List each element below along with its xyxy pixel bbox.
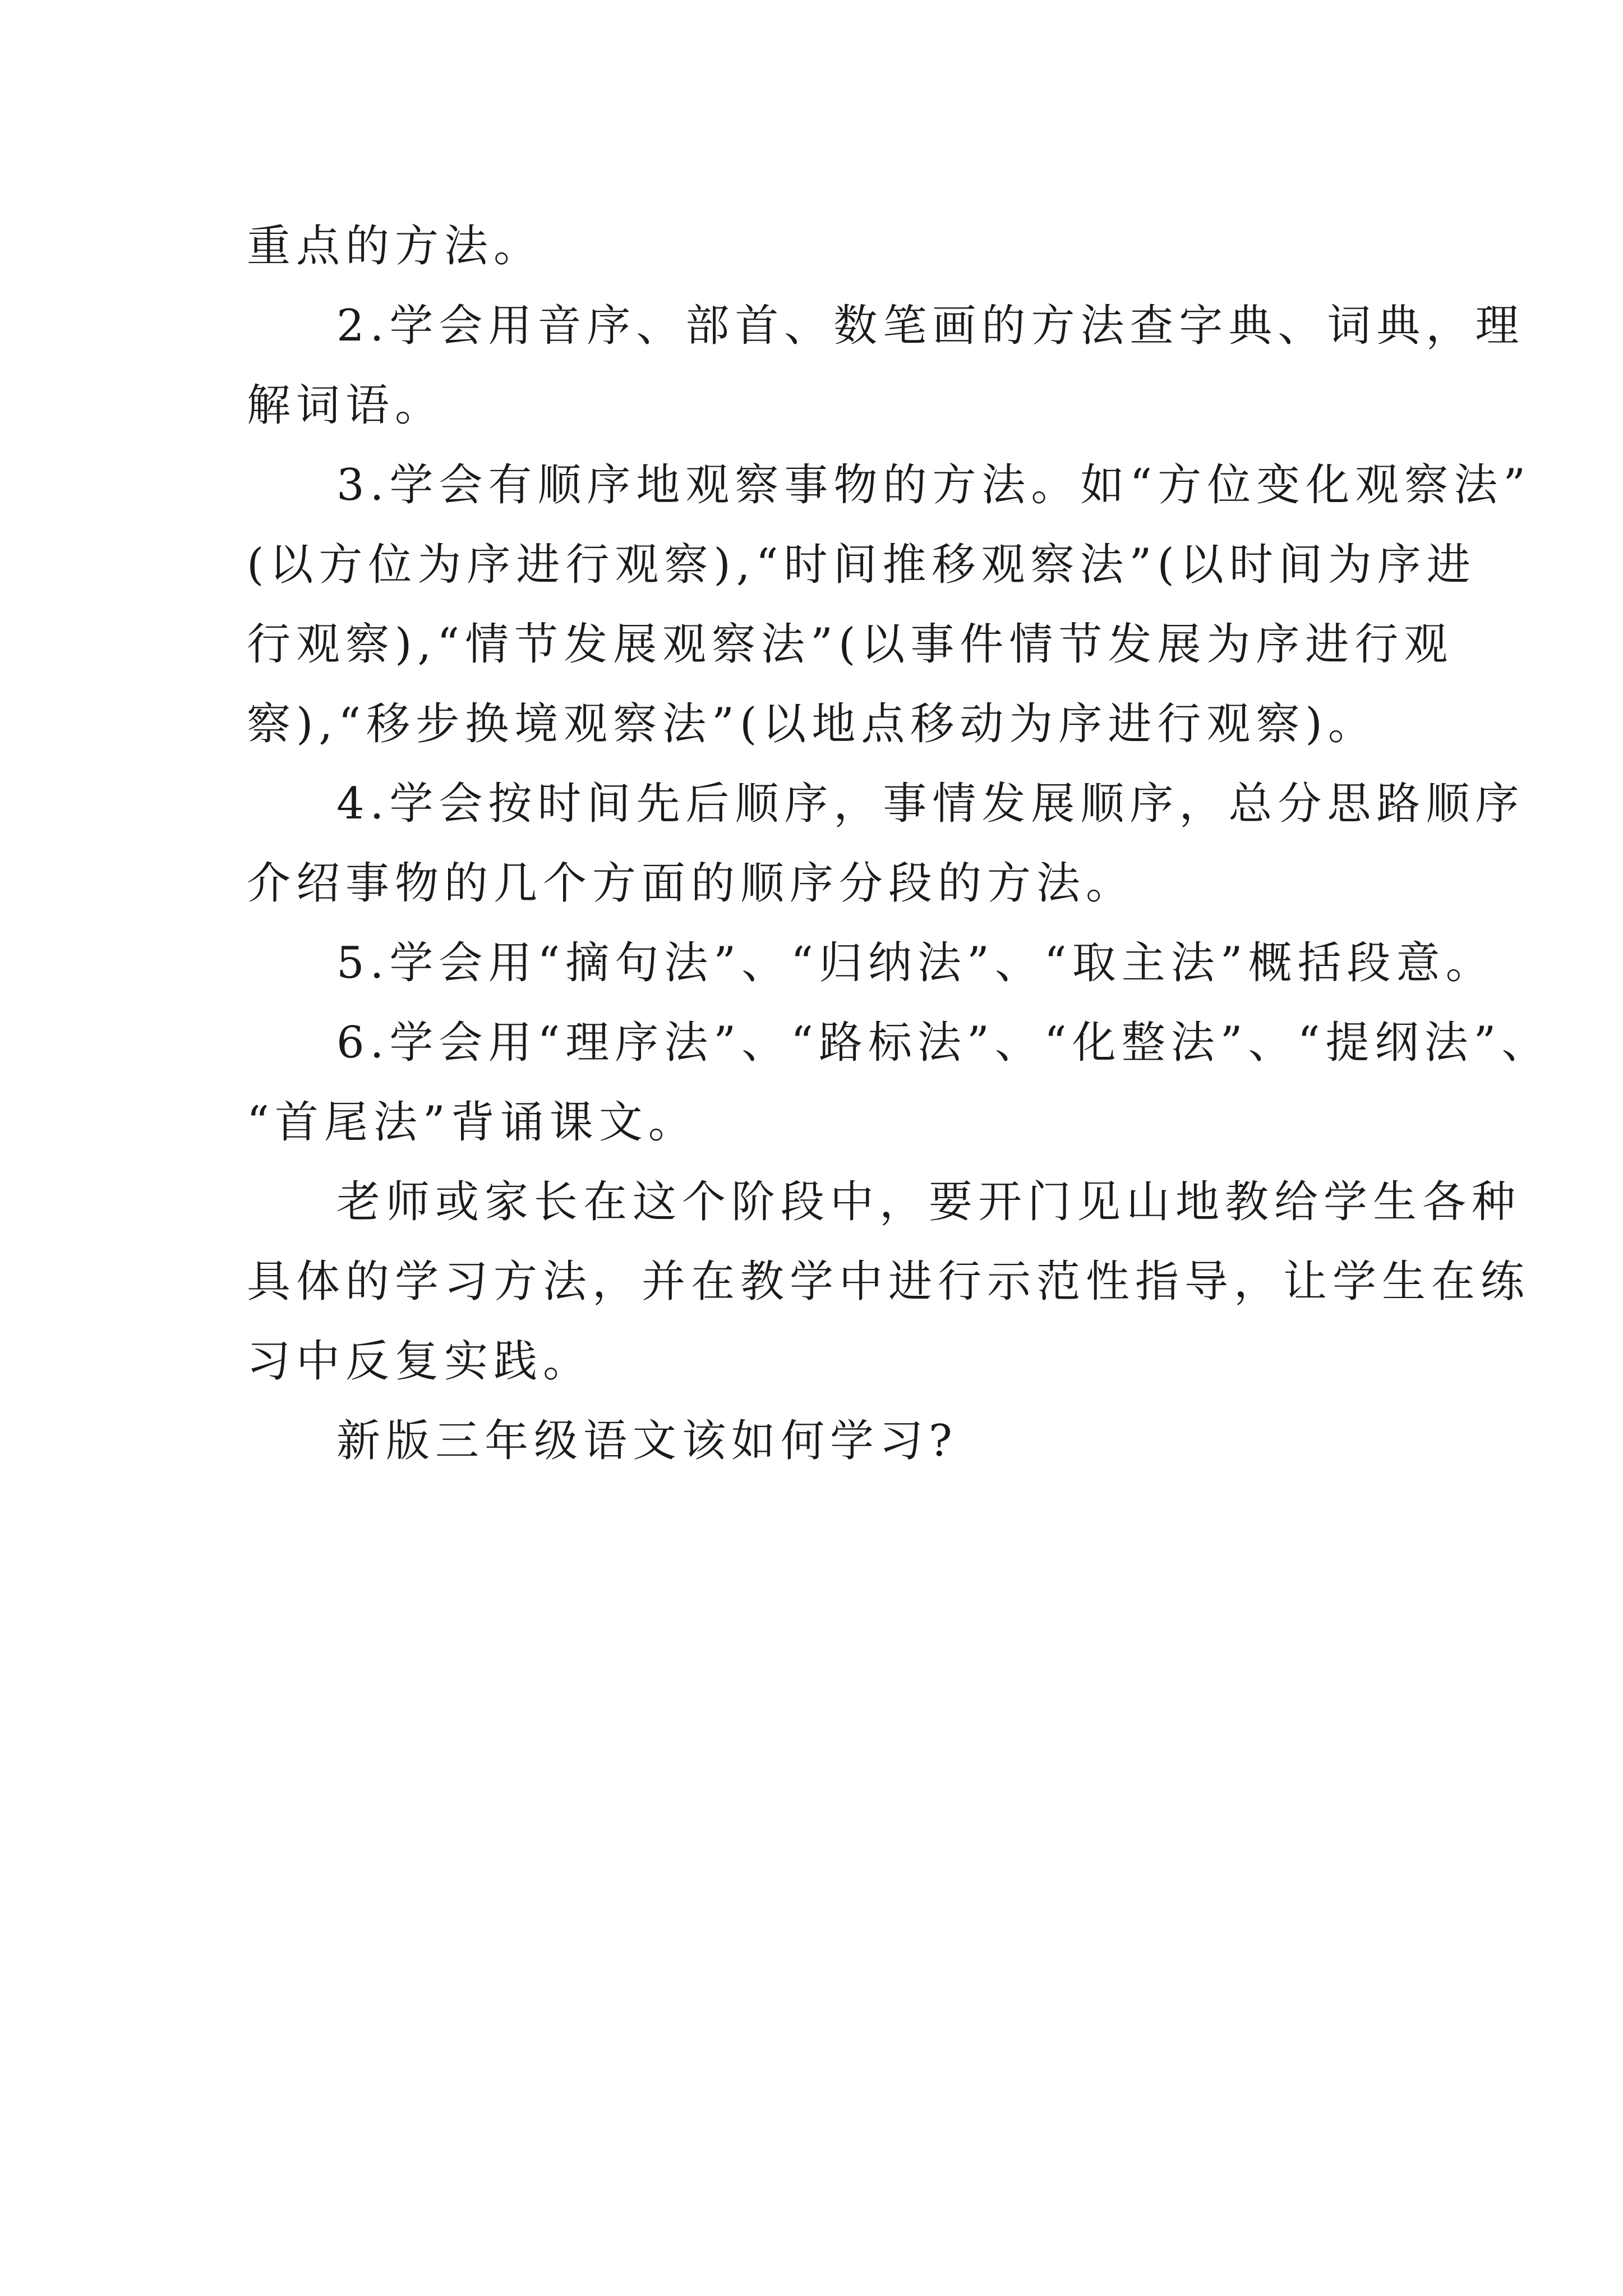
text-line: 具体的学习方法，并在教学中进行示范性指导，让学生在练 (247, 1257, 1530, 1307)
text-line: 行观察),“情节发展观察法”(以事件情节发展为序进行观 (247, 619, 1454, 670)
paragraph-item-4 (247, 764, 1525, 923)
text-line: 介绍事物的几个方面的顺序分段的方法。 (247, 858, 1136, 909)
text-line: 2.学会用音序、部首、数笔画的方法查字典、词典，理 (336, 301, 1525, 351)
text-line: 习中反复实践。 (247, 1336, 593, 1387)
text-line: 5.学会用“摘句法”、“归纳法”、“取主法”概括段意。 (336, 938, 1495, 988)
text-line: 6.学会用“理序法”、“路标法”、“化整法”、“提纲法”、 (336, 1018, 1551, 1068)
text-line: 老师或家长在这个阶段中，要开门见山地教给学生各种 (336, 1177, 1521, 1227)
paragraph-continuation (247, 206, 1436, 286)
text-line: 解词语。 (247, 380, 445, 431)
document-body (247, 206, 1551, 1481)
paragraph-guidance (247, 1162, 1530, 1401)
paragraph-item-3 (247, 445, 1532, 764)
text-line: 3.学会有顺序地观察事物的方法。如“方位变化观察法” (336, 460, 1532, 510)
text-line: 察),“移步换境观察法”(以地点移动为序进行观察)。 (247, 699, 1377, 749)
paragraph-heading-question (247, 1401, 1436, 1481)
paragraph-item-6 (247, 1003, 1551, 1162)
text-line: “首尾法”背诵课文。 (247, 1097, 698, 1148)
text-line: 重点的方法。 (247, 221, 543, 272)
text-line: 新版三年级语文该如何学习? (336, 1416, 958, 1466)
paragraph-item-2 (247, 286, 1525, 445)
text-line: (以方位为序进行观察),“时间推移观察法”(以时间为序进 (247, 540, 1476, 590)
paragraph-item-5 (247, 923, 1495, 1003)
text-line: 4.学会按时间先后顺序，事情发展顺序，总分思路顺序 (336, 779, 1525, 829)
